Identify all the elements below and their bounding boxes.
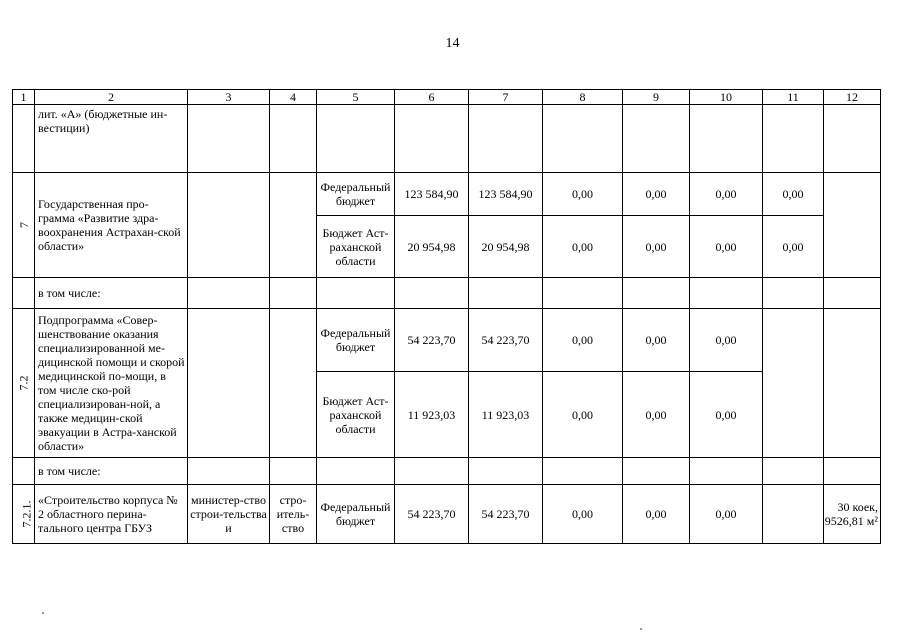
- table-cell: 0,00: [623, 173, 690, 216]
- row-name: Государственная про-грамма «Развитие здра-воохранения Астрахан-ской области»: [35, 173, 188, 278]
- row-number: 7: [13, 173, 35, 278]
- header-cell: 9: [623, 90, 690, 105]
- page-number: 14: [445, 36, 460, 51]
- header-cell: 8: [543, 90, 623, 105]
- table-row: [13, 485, 881, 544]
- scan-speck: [42, 612, 44, 614]
- header-row: [13, 90, 881, 105]
- table-cell: стро-итель-ство: [270, 485, 317, 544]
- table-cell: 0,00: [690, 173, 763, 216]
- table-cell: 20 954,98: [395, 216, 469, 278]
- row-name: лит. «А» (бюджетные ин-вестиции): [35, 105, 188, 173]
- table-row: [13, 458, 881, 485]
- header-cell: 12: [824, 90, 881, 105]
- table-cell: 0,00: [763, 216, 824, 278]
- funding-source: Федеральный бюджет: [317, 309, 395, 372]
- header-cell: 7: [469, 90, 543, 105]
- header-cell: 3: [188, 90, 270, 105]
- header-cell: 10: [690, 90, 763, 105]
- table-cell: 0,00: [763, 173, 824, 216]
- table-cell: 0,00: [690, 372, 763, 458]
- table-cell: 123 584,90: [395, 173, 469, 216]
- table-cell: министер-ство строи-тельства и: [188, 485, 270, 544]
- funding-source: Федеральный бюджет: [317, 173, 395, 216]
- table-cell: 0,00: [543, 173, 623, 216]
- row-name: Подпрограмма «Совер-шенствование оказания специализированной ме-дицинской помощи и скорой медицинской по-мощи, в том числе ско-рой специализирован-ной, а также медицин-ской эвакуации в Астра-ханской области»: [35, 309, 188, 458]
- table-cell: 54 223,70: [395, 309, 469, 372]
- table-cell: 20 954,98: [469, 216, 543, 278]
- table-cell: 0,00: [543, 485, 623, 544]
- table-cell: 0,00: [623, 372, 690, 458]
- table-cell: 30 коек, 9526,81 м²: [824, 485, 881, 544]
- row-name: «Строительство корпуса № 2 областного перина-тального центра ГБУЗ: [35, 485, 188, 544]
- table-cell: 0,00: [543, 372, 623, 458]
- table-cell: 0,00: [623, 485, 690, 544]
- funding-source: Бюджет Аст-раханской области: [317, 372, 395, 458]
- table-cell: 0,00: [543, 309, 623, 372]
- table-cell: 0,00: [690, 485, 763, 544]
- budget-table: [12, 89, 881, 544]
- table-row: [13, 278, 881, 309]
- including-label: в том числе:: [35, 458, 188, 485]
- table-cell: 0,00: [623, 309, 690, 372]
- table-cell: 54 223,70: [395, 485, 469, 544]
- header-cell: 4: [270, 90, 317, 105]
- table-cell: 0,00: [690, 216, 763, 278]
- header-cell: 11: [763, 90, 824, 105]
- table-row: [13, 105, 881, 173]
- table-cell: 54 223,70: [469, 309, 543, 372]
- table-cell: 54 223,70: [469, 485, 543, 544]
- table-row: [13, 173, 881, 216]
- table-cell: 0,00: [623, 216, 690, 278]
- header-cell: 6: [395, 90, 469, 105]
- table-cell: 0,00: [543, 216, 623, 278]
- table-cell: 0,00: [690, 309, 763, 372]
- row-number: 7.2: [13, 309, 35, 458]
- including-label: в том числе:: [35, 278, 188, 309]
- table-row: [13, 309, 881, 372]
- header-cell: 5: [317, 90, 395, 105]
- funding-source: Федеральный бюджет: [317, 485, 395, 544]
- header-cell: 1: [13, 90, 35, 105]
- table-cell: 11 923,03: [395, 372, 469, 458]
- table-cell: 123 584,90: [469, 173, 543, 216]
- scan-speck: [640, 628, 642, 630]
- funding-source: Бюджет Аст-раханской области: [317, 216, 395, 278]
- header-cell: 2: [35, 90, 188, 105]
- table-cell: 11 923,03: [469, 372, 543, 458]
- row-number: 7.2.1.: [13, 485, 35, 544]
